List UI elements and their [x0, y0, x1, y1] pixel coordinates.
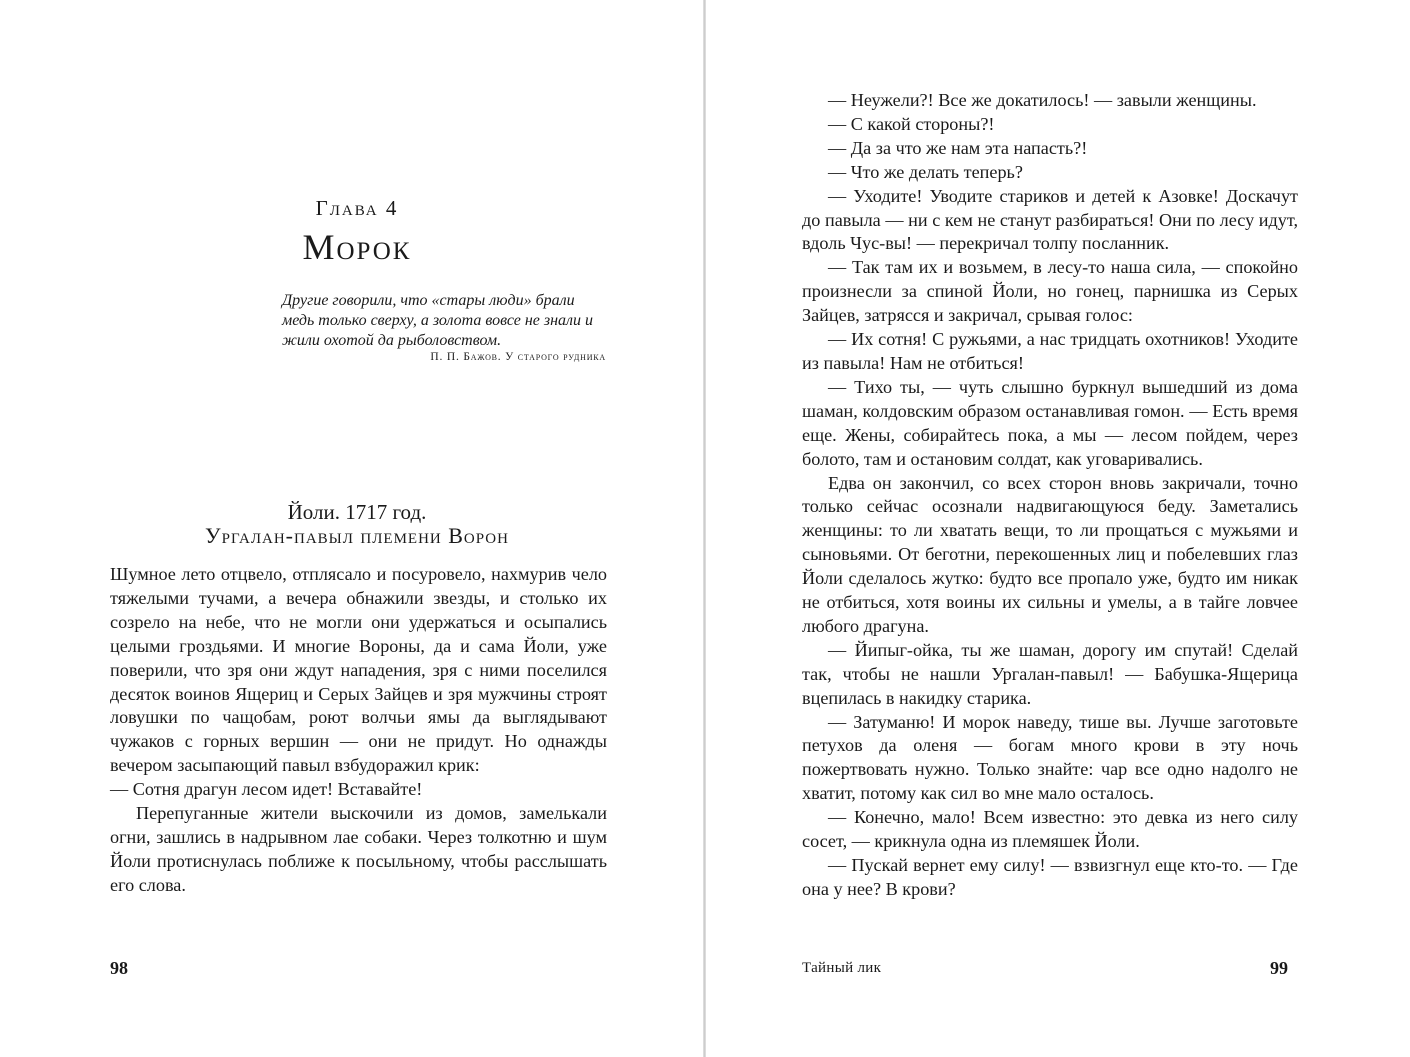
- section-title-line2: Ургалан-павыл племени Ворон: [205, 523, 509, 548]
- right-page: [706, 0, 1410, 1057]
- paragraph: Перепуганные жители выскочили из домов, замелькали огни, зашлись в надрывном лае собаки. Через толкотню и шум Йоли протиснулась поближе к посыльному, чтобы расслышать его слова.: [110, 803, 607, 895]
- paragraph: Шумное лето отцвело, отплясало и посуровело, нахмурив чело тяжелыми тучами, а вечера обнажили звезды, и столько их созрело на небе, что не могли они удержаться и осыпались целыми гроздьями. И многие Вороны, да и сама Йоли, уже поверили, что зря они ждут нападения, зря с ними поселился десяток воинов Ящериц и Серых Зайцев и зря мужчины строят ловушки по чащобам, роют волчьи ямы да выглядывают чужаков с горных вершин — они не придут. Но однажды вечером засыпающий павыл взбудоражил крик:: [110, 564, 607, 776]
- paragraph: — Сотня драгун лесом идет! Вставайте!: [110, 779, 423, 800]
- paragraph: — Уходите! Уводите стариков и детей к Азовке! Доскачут до павыла — ни с кем не станут разбираться! Они по лесу идут, вдоль Чус-вы! — перекричал толпу посланник.: [802, 185, 1298, 254]
- paragraph: — Да за что же нам эта напасть?!: [828, 137, 1088, 158]
- paragraph: — Йипыг-ойка, ты же шаман, дорогу им спутай! Сделай так, чтобы не нашли Ургалан-павыл! — Бабушка-Ящерица вцепилась в накидку старика.: [802, 639, 1298, 708]
- paragraph: — Пускай вернет ему силу! — взвизгнул еще кто-то. — Где она у нее? В крови?: [802, 855, 1298, 899]
- paragraph: — Их сотня! С ружьями, а нас тридцать охотников! Уходите из павыла! Нам не отбиться!: [802, 329, 1298, 373]
- paragraph: Едва он закончил, со всех сторон вновь закричали, точно только сейчас осознали надвигающуюся беду. Заметались женщины: то ли хватать вещи, то ли прощаться с мужьями и сыновьями. От беготни, перекошенных лиц и побелевших глаз Йоли сделалось жутко: будто все пропало уже, будто им никак не отбиться, хотя воины их сильны и умелы, а в тайге ловчее любого драгуна.: [802, 472, 1298, 636]
- right-body-text: [802, 89, 1298, 902]
- chapter-label: Глава 4: [315, 196, 399, 220]
- paragraph: — Затуманю! И морок наведу, тише вы. Лучше заготовьте петухов да оленя — богам много крови в эту ночь пожертвовать нужно. Только знайте: чар все одно надолго не хватит, потому как сил во мне мало осталось.: [802, 711, 1298, 804]
- epigraph-source: П. П. Бажов. У старого рудника: [430, 351, 606, 363]
- paragraph: — Конечно, мало! Всем известно: это девка из него силу сосет, — крикнула одна из племяшек Йоли.: [802, 807, 1298, 852]
- epigraph: Другие говорили, что «стары люди» брали медь только сверху, а золота вовсе не знали и жили охотой да рыболовством.: [282, 292, 594, 349]
- paragraph: — Неужели?! Все же докатилось! — завыли женщины.: [828, 90, 1257, 110]
- page-number-right: 99: [1270, 958, 1288, 978]
- left-page: [0, 0, 703, 1057]
- paragraph: — Тихо ты, — чуть слышно буркнул вышедший из дома шаман, колдовским образом останавливая гомон. — Есть время еще. Жены, собирайтесь пока, а мы — лесом пойдем, через болото, там и остановим солдат, как уговаривались.: [802, 376, 1298, 469]
- paragraph: — Так там их и возьмем, в лесу-то наша сила, — спокойно произнесли за спиной Йоли, но гонец, парнишка из Серых Зайцев, затрясся и закричал, срывая голос:: [802, 257, 1298, 326]
- section-heading: [110, 500, 604, 548]
- left-body-text: [110, 563, 607, 898]
- section-title-line1: Йоли. 1717 год.: [287, 500, 427, 524]
- running-head: Тайный лик: [802, 960, 882, 976]
- paragraph: — С какой стороны?!: [828, 113, 995, 134]
- chapter-title: Морок: [302, 227, 412, 267]
- page-number-left: 98: [110, 958, 128, 978]
- paragraph: — Что же делать теперь?: [828, 161, 1023, 182]
